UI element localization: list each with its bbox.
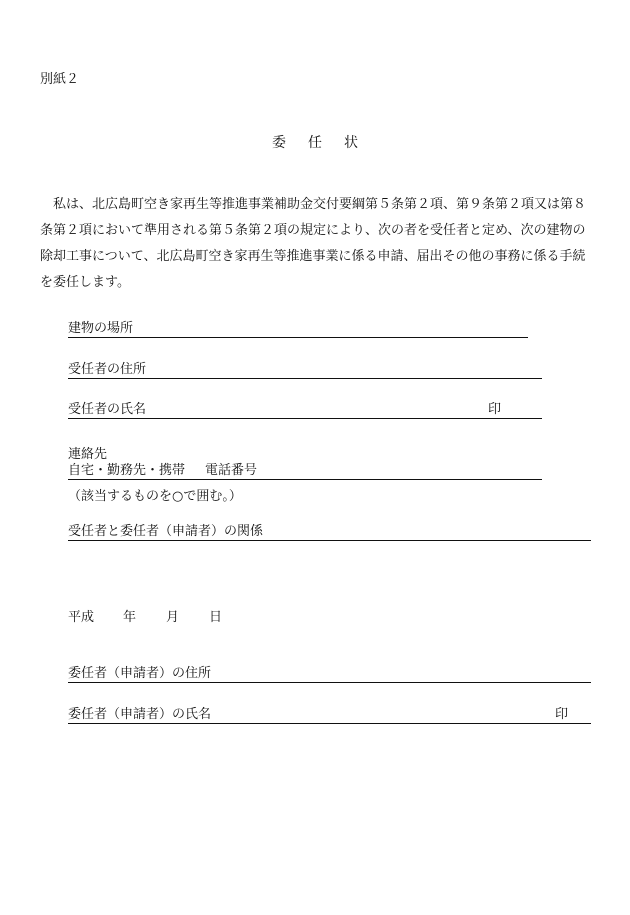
relationship-label: 受任者と委任者（申請者）の関係 (68, 524, 264, 539)
date-month: 月 (166, 610, 180, 625)
principal-name-label: 委任者（申請者）の氏名 (68, 707, 212, 722)
date-year: 年 (123, 610, 137, 625)
contact-heading: 連絡先 (68, 447, 108, 462)
attachment-label: 別紙２ (40, 72, 80, 87)
contact-types-label: 自宅・勤務先・携帯 (68, 463, 186, 478)
phone-number-label: 電話番号 (205, 463, 258, 478)
building-location-field[interactable] (68, 320, 528, 338)
date-era: 平成 (68, 610, 95, 625)
phone-number-field[interactable] (68, 462, 542, 480)
principal-seal-mark: 印 (555, 707, 569, 722)
principal-name-field[interactable] (68, 706, 591, 724)
delegation-statement: 私は、北広島町空き家再生等推進事業補助金交付要綱第５条第２項、第９条第２項又は第８条第２項において準用される第５条第２項の規定により、次の者を受任者と定め、次の建物の除却工事について、北広島町空き家再生等推進事業に係る申請、届出その他の事務に係る手続を委任します。 (40, 197, 587, 290)
date-line[interactable] (68, 606, 222, 625)
document-title: 委任状 (272, 135, 380, 151)
agent-address-field[interactable] (68, 361, 542, 379)
agent-name-label: 受任者の氏名 (68, 402, 147, 417)
principal-address-field[interactable] (68, 665, 591, 683)
principal-address-label: 委任者（申請者）の住所 (68, 666, 212, 681)
building-location-label: 建物の場所 (68, 321, 134, 336)
contact-note: （該当するものを○で囲む。） (68, 489, 242, 504)
agent-address-label: 受任者の住所 (68, 362, 147, 377)
date-day: 日 (209, 610, 223, 625)
agent-seal-mark: 印 (488, 402, 502, 417)
agent-name-field[interactable] (68, 401, 542, 419)
relationship-field[interactable] (68, 523, 591, 541)
